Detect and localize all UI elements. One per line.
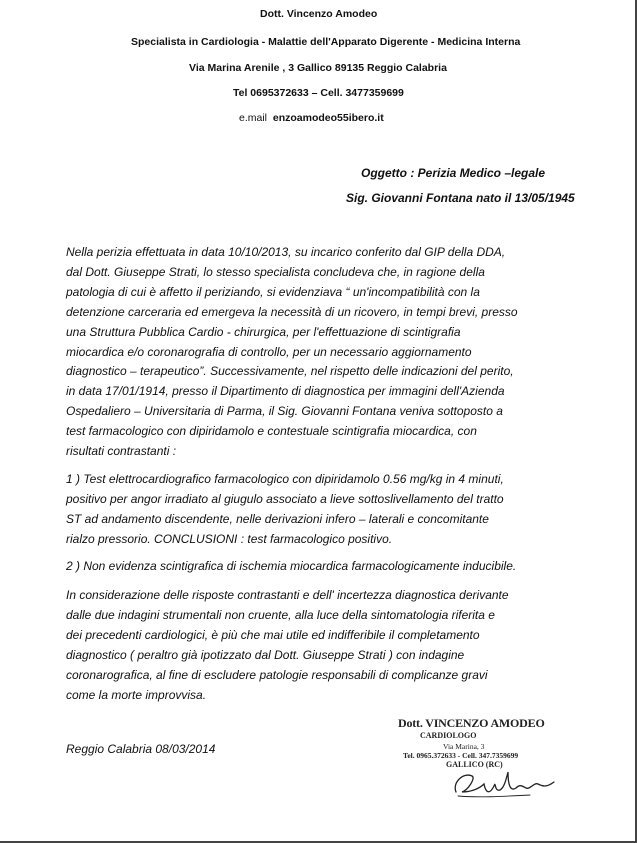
text-line: detenzione carceraria ed emergeva la necessità di un ricovero, in tempi brevi, presso <box>66 304 518 319</box>
text-line: dalle due indagini strumentali non cruente, alla luce della sintomatologia riferita e <box>66 607 495 622</box>
subject-line: Oggetto : Perizia Medico –legale <box>361 166 546 180</box>
text-line: coronarografica, al fine di escludere patologie responsabili di complicanze gravi <box>66 667 488 682</box>
paragraph-3 <box>66 557 586 577</box>
text-line: patologia di cui è affetto il periziando, si evidenziava “ un'incompatibilità con la <box>66 284 480 299</box>
text-line: dal Dott. Giuseppe Strati, lo stesso specialista concludeva che, in ragione della <box>66 264 485 279</box>
doctor-name: Dott. Vincenzo Amodeo <box>260 8 378 20</box>
text-line: diagnostico – terapeutico”. Successivamente, nel rispetto delle indicazioni del perito, <box>66 364 514 379</box>
paragraph-2 <box>66 470 586 550</box>
text-line: diagnostico ( peraltro già ipotizzato dal Dott. Giuseppe Strati ) con indagine <box>66 647 465 662</box>
stamp-city: GALLICO (RC) <box>446 760 503 769</box>
text-line: risultati contrastanti : <box>66 444 177 459</box>
email-address: enzoamodeo55ibero.it <box>272 112 384 124</box>
text-line: 2 ) Non evidenza scintigrafica di ischemia miocardica farmacologicamente inducibile. <box>66 559 517 573</box>
stamp-name: Dott. VINCENZO AMODEO <box>398 716 545 730</box>
text-line: una Struttura Pubblica Cardio - chirurgica, per l'effettuazione di scintigrafia <box>66 324 461 339</box>
doctor-phones: Tel 0695372633 – Cell. 3477359699 <box>233 87 404 99</box>
text-line: in data 17/01/1914, presso il Dipartimento di diagnostica per immagini dell'Azienda <box>66 384 505 399</box>
text-line: ST ad andamento discendente, nelle derivazioni infero – laterali e concomitante <box>66 511 489 526</box>
text-line: Nella perizia effettuata in data 10/10/2013, su incarico conferito dal GIP della DDA, <box>66 245 506 259</box>
doctor-specialties: Specialista in Cardiologia - Malattie dell'Apparato Digerente - Medicina Interna <box>131 36 521 48</box>
paragraph-1 <box>66 243 586 462</box>
patient-line: Sig. Giovanni Fontana nato il 13/05/1945 <box>346 191 575 205</box>
text-line: dei precedenti cardiologici, è più che mai utile ed indifferibile il completamento <box>66 627 480 642</box>
doctor-email <box>239 112 384 124</box>
text-line: 1 ) Test elettrocardiografico farmacologico con dipiridamolo 0.56 mg/kg in 4 minuti, <box>66 472 504 486</box>
text-line: In considerazione delle risposte contrastanti e dell' incertezza diagnostica derivante <box>66 588 509 602</box>
text-line: positivo per angor irradiato al giugulo associato a lieve sottoslivellamento del tratto <box>66 491 504 506</box>
text-line: test farmacologico con dipiridamolo e contestuale scintigrafia miocardica, con <box>66 424 477 439</box>
handwritten-signature <box>450 762 560 802</box>
paragraph-4 <box>66 586 586 705</box>
email-label: e.mail <box>239 112 268 124</box>
text-line: Ospedaliero – Universitaria di Parma, il Sig. Giovanni Fontana veniva sottoposto a <box>66 404 503 419</box>
stamp-address: Via Marina, 3 <box>443 742 485 751</box>
text-line: miocardica e/o coronarografia di controllo, per un necessario aggiornamento <box>66 344 472 359</box>
text-line: come la morte improvvisa. <box>66 687 207 702</box>
place-and-date: Reggio Calabria 08/03/2014 <box>66 742 216 756</box>
stamp-role: CARDIOLOGO <box>420 731 477 740</box>
text-line: rialzo pressorio. CONCLUSIONI : test farmacologico positivo. <box>66 531 393 546</box>
doctor-address: Via Marina Arenile , 3 Gallico 89135 Reggio Calabria <box>189 62 447 74</box>
stamp-phones: Tel. 0965.372633 - Cell. 347.7359699 <box>403 751 519 760</box>
